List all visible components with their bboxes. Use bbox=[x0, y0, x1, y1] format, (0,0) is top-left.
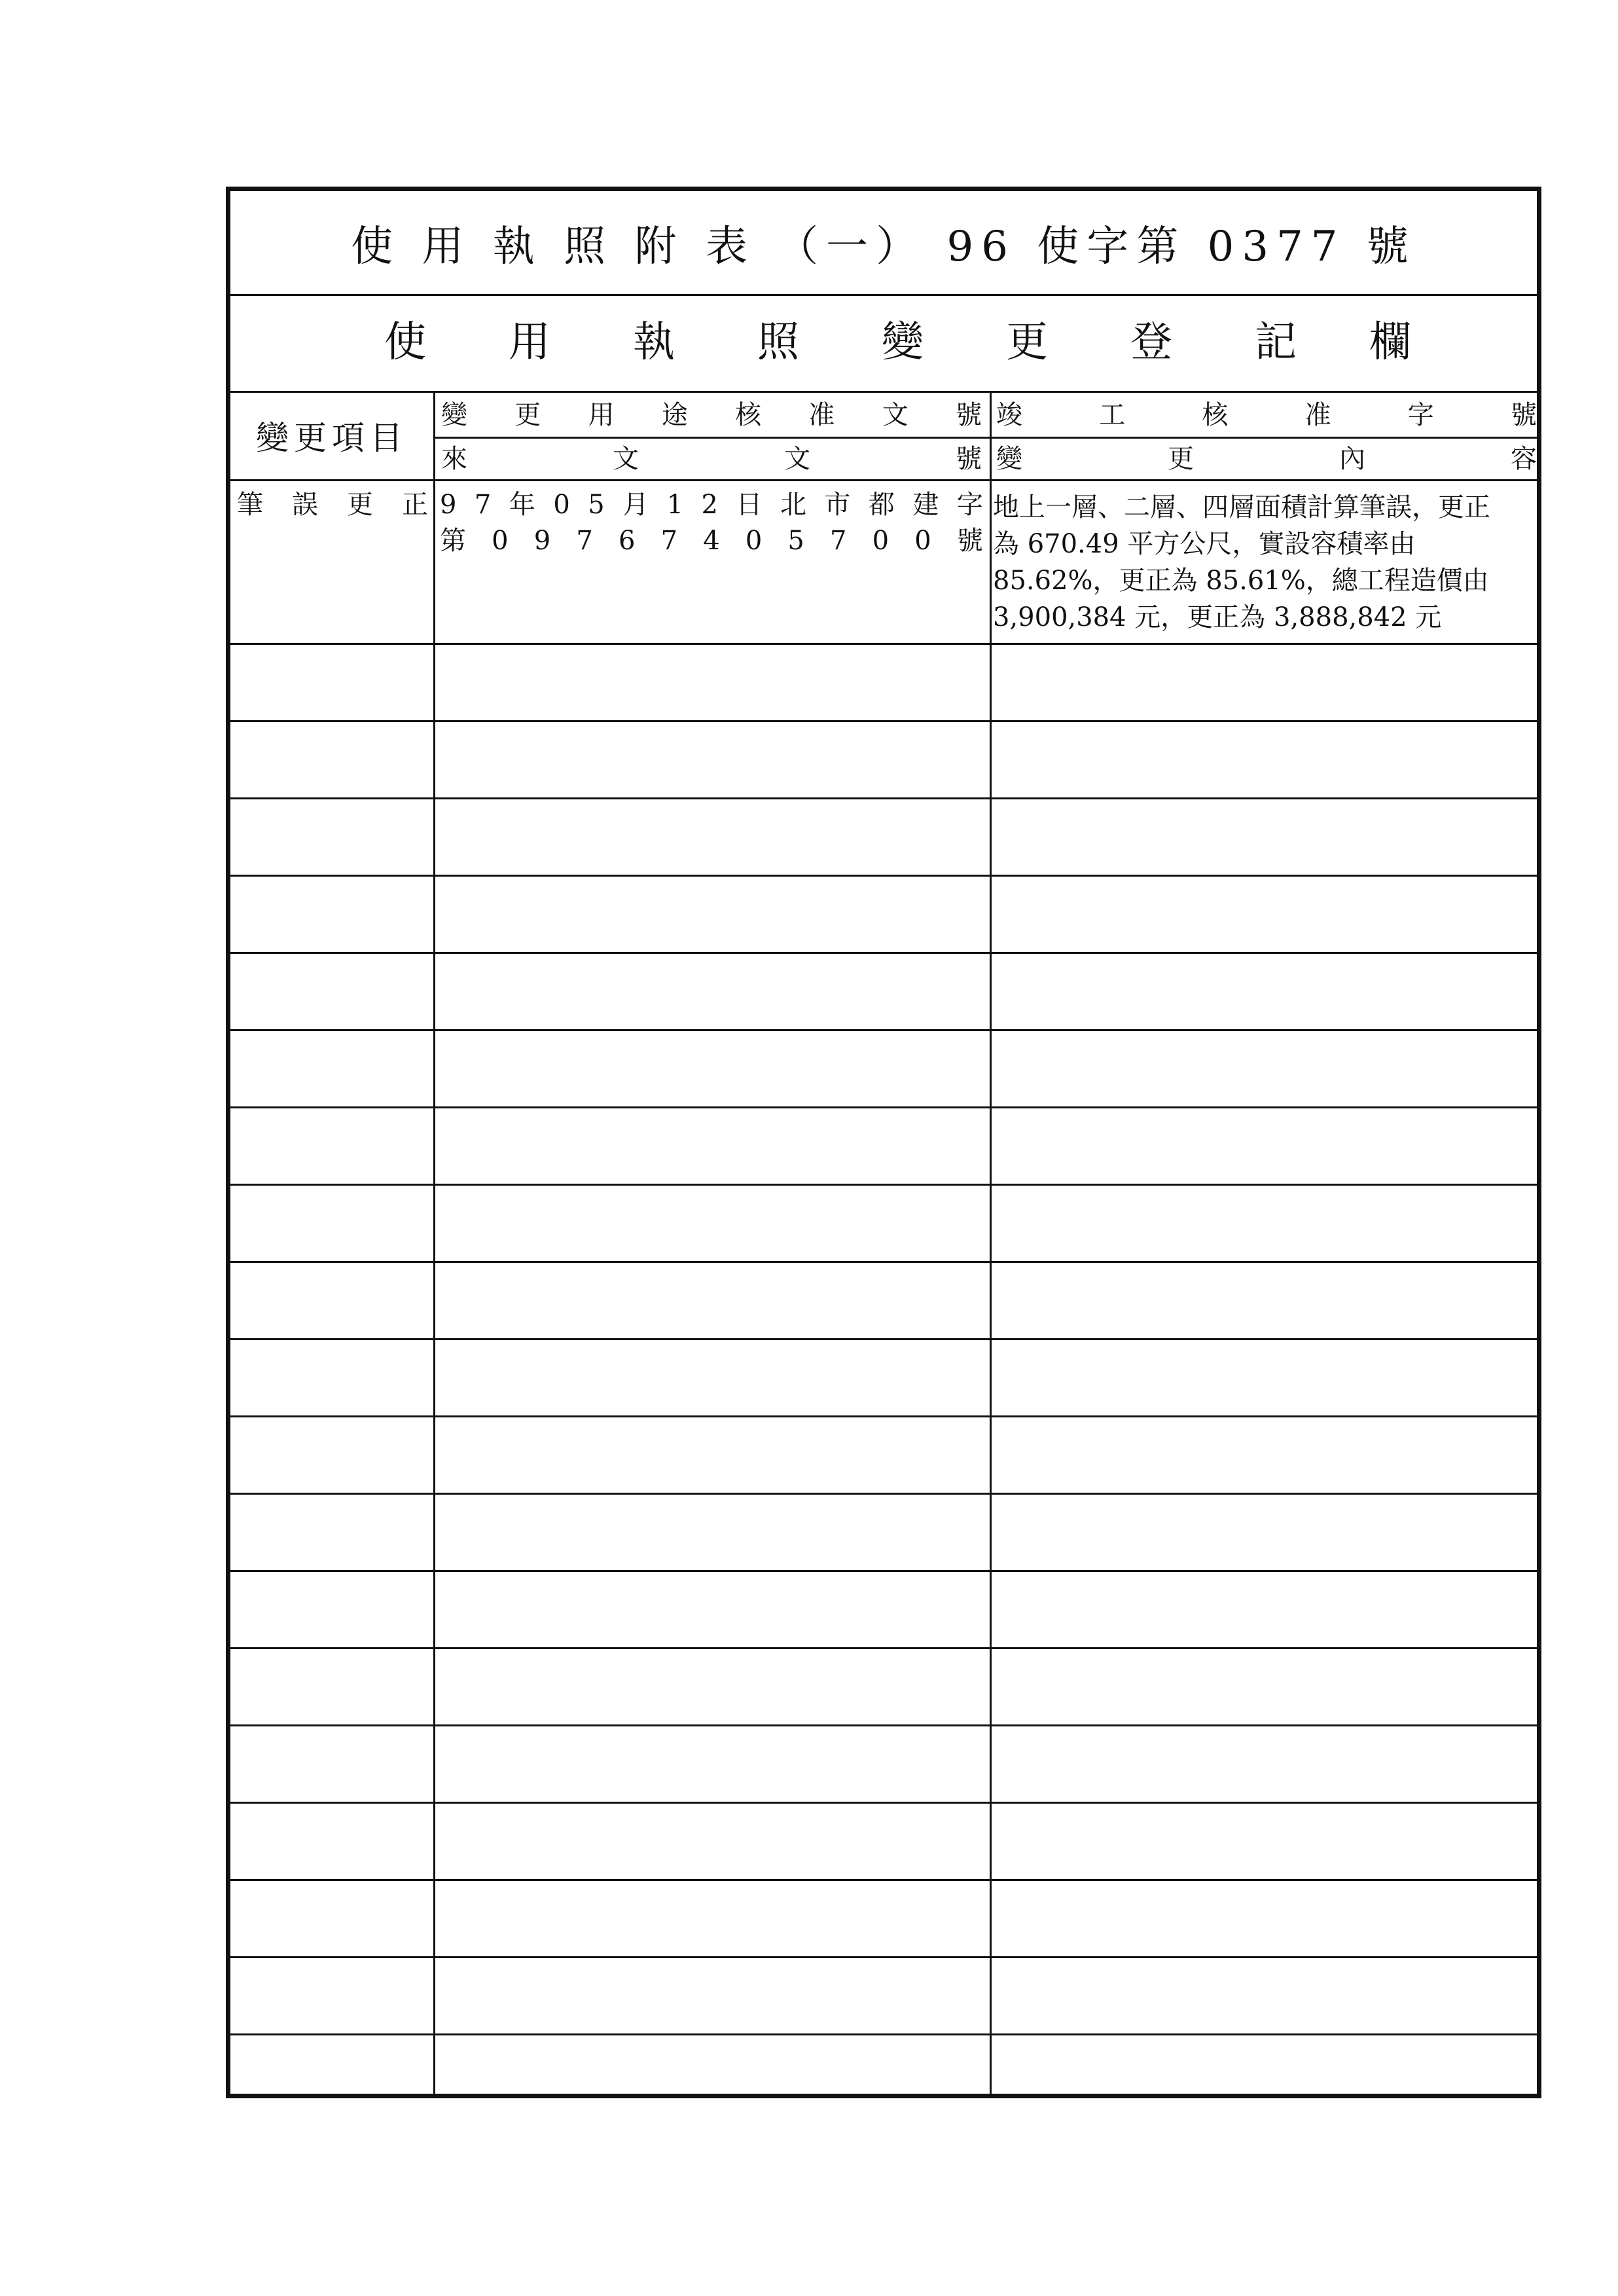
subtitle-char: 登 bbox=[1130, 318, 1172, 367]
row-line bbox=[230, 1338, 1537, 1340]
entry-item-char: 筆 bbox=[237, 490, 263, 520]
content-line: 85.62%，更正為 85.61%，總工程造價由 bbox=[993, 566, 1489, 596]
doc-char: 1 bbox=[666, 490, 684, 520]
row-line bbox=[230, 1261, 1537, 1263]
row-line bbox=[230, 1106, 1537, 1108]
subtitle-char: 更 bbox=[1006, 318, 1048, 367]
usage-license-change-form bbox=[226, 187, 1541, 2098]
doc-char: 0 bbox=[872, 526, 890, 556]
header-char: 來 bbox=[441, 444, 467, 474]
row-line bbox=[230, 2033, 1537, 2035]
doc-char: 7 bbox=[660, 526, 678, 556]
header-change-item: 變更項目 bbox=[256, 418, 408, 457]
header-char: 准 bbox=[1304, 400, 1331, 430]
row-line bbox=[230, 643, 1537, 645]
row-line bbox=[230, 1415, 1537, 1417]
header-approval-doc-no bbox=[441, 399, 982, 431]
doc-char: 年 bbox=[509, 490, 535, 520]
content-line: 3,900,384 元，更正為 3,888,842 元 bbox=[993, 602, 1442, 632]
subtitle-char: 照 bbox=[757, 318, 799, 367]
doc-char: 0 bbox=[553, 490, 570, 520]
header-char: 准 bbox=[808, 400, 835, 430]
header-char: 核 bbox=[735, 400, 762, 430]
doc-char: 4 bbox=[703, 526, 720, 556]
entry-item-char: 正 bbox=[402, 490, 428, 520]
doc-char: 0 bbox=[745, 526, 763, 556]
row-line bbox=[230, 1570, 1537, 1572]
header-char: 更 bbox=[514, 400, 541, 430]
doc-char: 第 bbox=[440, 526, 466, 556]
row-line bbox=[230, 1184, 1537, 1186]
content-line: 地上一層、二層、四層面積計算筆誤，更正 bbox=[993, 492, 1490, 522]
doc-char: 0 bbox=[914, 526, 931, 556]
header-char: 變 bbox=[441, 400, 467, 430]
form-subtitle-row bbox=[230, 294, 1537, 393]
entry-item bbox=[237, 489, 428, 520]
doc-char: 號 bbox=[956, 526, 983, 556]
form-title: 使 用 執 照 附 表 （一） 96 使字第 0377 號 bbox=[351, 222, 1416, 271]
doc-char: 9 bbox=[533, 526, 551, 556]
doc-char: 0 bbox=[492, 526, 509, 556]
row-line bbox=[230, 1879, 1537, 1881]
doc-char: 9 bbox=[440, 490, 457, 520]
header-char: 容 bbox=[1511, 444, 1537, 474]
doc-char: 2 bbox=[701, 490, 718, 520]
header-bottom-line bbox=[230, 479, 1537, 481]
subtitle-char: 用 bbox=[509, 318, 550, 367]
column-divider bbox=[433, 391, 435, 2094]
doc-char: 都 bbox=[868, 490, 895, 520]
header-split-line bbox=[433, 437, 1537, 439]
doc-char: 建 bbox=[912, 490, 939, 520]
row-line bbox=[230, 1956, 1537, 1958]
doc-char: 字 bbox=[956, 490, 983, 520]
entry-item-char: 誤 bbox=[292, 490, 318, 520]
header-char: 字 bbox=[1407, 400, 1434, 430]
header-char: 文 bbox=[784, 444, 810, 474]
row-line bbox=[230, 1802, 1537, 1804]
subtitle-char: 記 bbox=[1255, 318, 1297, 367]
header-char: 文 bbox=[882, 400, 908, 430]
row-line bbox=[230, 720, 1537, 722]
row-line bbox=[230, 952, 1537, 954]
doc-char: 7 bbox=[576, 526, 593, 556]
doc-char: 月 bbox=[622, 490, 649, 520]
doc-char: 市 bbox=[824, 490, 851, 520]
doc-char: 日 bbox=[736, 490, 763, 520]
header-char: 更 bbox=[1168, 444, 1194, 474]
header-char: 內 bbox=[1339, 444, 1365, 474]
form-title-row bbox=[230, 191, 1537, 296]
doc-char: 7 bbox=[474, 490, 492, 520]
row-line bbox=[230, 1493, 1537, 1495]
row-line bbox=[230, 875, 1537, 877]
doc-char: 6 bbox=[618, 526, 636, 556]
doc-char: 北 bbox=[780, 490, 806, 520]
row-line bbox=[230, 1724, 1537, 1726]
subtitle-char: 使 bbox=[384, 318, 426, 367]
header-char: 號 bbox=[1510, 400, 1537, 430]
header-char: 途 bbox=[661, 400, 688, 430]
header-char: 文 bbox=[613, 444, 639, 474]
subtitle-char: 欄 bbox=[1369, 318, 1411, 367]
row-line bbox=[230, 1647, 1537, 1649]
row-line bbox=[230, 1029, 1537, 1031]
column-divider bbox=[990, 391, 992, 2094]
doc-char: 7 bbox=[830, 526, 847, 556]
header-char: 核 bbox=[1202, 400, 1229, 430]
entry-doc-line-1 bbox=[440, 489, 983, 520]
header-char: 用 bbox=[588, 400, 615, 430]
header-char: 竣 bbox=[996, 400, 1022, 430]
row-line bbox=[230, 797, 1537, 799]
entry-change-content bbox=[993, 489, 1536, 636]
content-line: 為 670.49 平方公尺，實設容積率由 bbox=[993, 529, 1416, 559]
header-char: 號 bbox=[956, 444, 982, 474]
header-char: 號 bbox=[955, 400, 982, 430]
header-completion-no bbox=[996, 399, 1537, 431]
entry-item-char: 更 bbox=[347, 490, 373, 520]
header-change-content bbox=[996, 443, 1537, 475]
doc-char: 5 bbox=[588, 490, 605, 520]
header-incoming-doc-no bbox=[441, 443, 982, 475]
entry-doc-line-2 bbox=[440, 525, 983, 556]
header-char: 工 bbox=[1099, 400, 1126, 430]
subtitle-char: 變 bbox=[882, 318, 924, 367]
doc-char: 5 bbox=[787, 526, 804, 556]
subtitle-char: 執 bbox=[633, 318, 675, 367]
header-char: 變 bbox=[996, 444, 1022, 474]
